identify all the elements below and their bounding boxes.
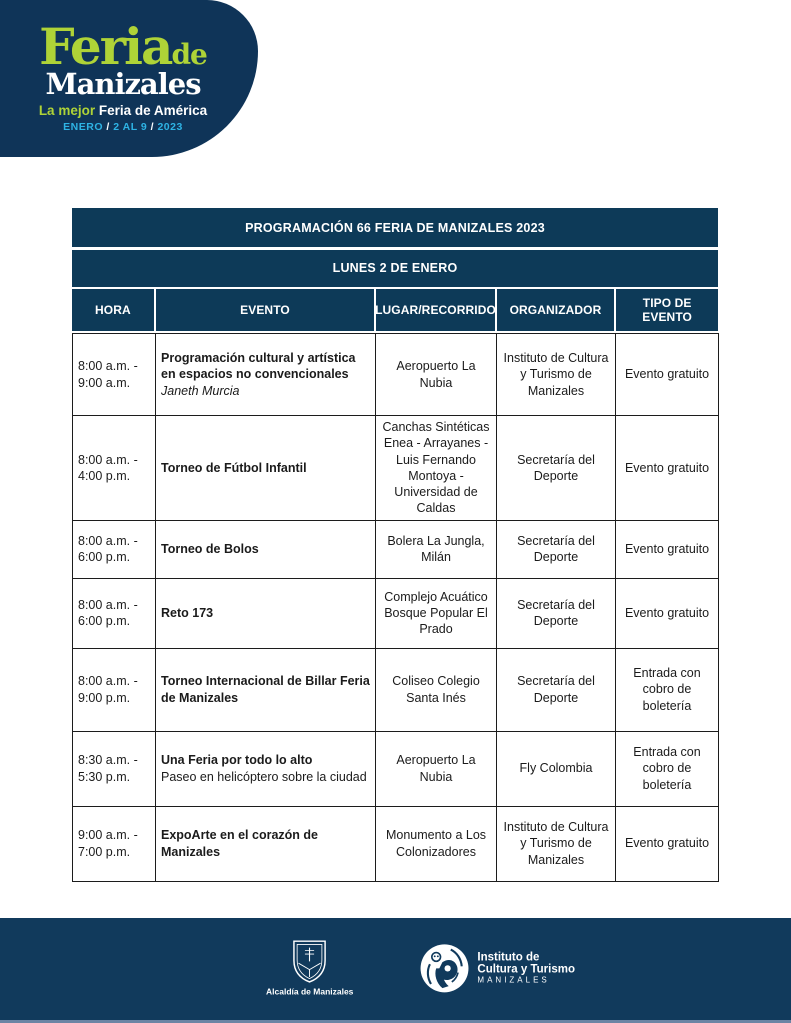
evento-cell (156, 520, 376, 578)
table-row (73, 416, 719, 521)
evento-cell (156, 648, 376, 731)
evento-title: Torneo de Bolos (161, 541, 259, 556)
column-header-tipo-de-evento: TIPO DE EVENTO (616, 289, 718, 331)
tipo-cell: Evento gratuito (616, 416, 719, 521)
footer-bar (0, 918, 791, 1023)
column-header-lugar-recorrido: LUGAR/RECORRIDO (376, 289, 495, 331)
hora-cell: 8:00 a.m. - 4:00 p.m. (73, 416, 156, 521)
evento-cell (156, 334, 376, 416)
lugar-cell: Monumento a Los Colonizadores (376, 806, 497, 881)
lugar-cell: Coliseo Colegio Santa Inés (376, 648, 497, 731)
footer-logos (266, 939, 575, 996)
evento-cell (156, 731, 376, 806)
organizador-cell: Secretaría del Deporte (497, 416, 616, 521)
hora-cell: 8:00 a.m. - 9:00 p.m. (73, 648, 156, 731)
logo-feria-text: Feria (39, 17, 172, 76)
alcaldia-shield-icon (291, 939, 329, 983)
lugar-cell: Aeropuerto La Nubia (376, 334, 497, 416)
organizador-cell: Instituto de Cultura y Turismo de Manizales (497, 806, 616, 881)
table-row (73, 806, 719, 881)
table-row (73, 731, 719, 806)
organizador-cell: Secretaría del Deporte (497, 648, 616, 731)
logo-manizales-text: Manizales (45, 67, 201, 101)
column-header-hora: HORA (72, 289, 154, 331)
evento-title: Reto 173 (161, 605, 214, 620)
instituto-line1: Instituto de (477, 951, 540, 964)
hora-cell: 8:00 a.m. - 6:00 p.m. (73, 520, 156, 578)
evento-subtitle: Paseo en helicóptero sobre la ciudad (161, 769, 367, 784)
logo-date-segment: 2 AL 9 (113, 121, 148, 133)
evento-title: Una Feria por todo lo alto (161, 753, 313, 768)
logo-date-segment: / (103, 121, 114, 133)
hora-cell: 8:00 a.m. - 6:00 p.m. (73, 578, 156, 648)
hora-cell: 9:00 a.m. - 7:00 p.m. (73, 806, 156, 881)
logo-tagline-green: La mejor (38, 103, 96, 118)
evento-cell (156, 578, 376, 648)
logo-de-text: de (171, 38, 207, 71)
lugar-cell: Canchas Sintéticas Enea - Arrayanes - Luis Fernando Montoya - Universidad de Caldas (376, 416, 497, 521)
instituto-line3: MANIZALES (477, 975, 550, 985)
tipo-cell: Evento gratuito (616, 520, 719, 578)
lugar-cell: Aeropuerto La Nubia (376, 731, 497, 806)
organizador-cell: Fly Colombia (497, 731, 616, 806)
tipo-cell: Evento gratuito (616, 334, 719, 416)
alcaldia-logo (266, 939, 353, 996)
organizador-cell: Instituto de Cultura y Turismo de Manizales (497, 334, 616, 416)
instituto-logo (419, 943, 575, 993)
logo-line-feria-de (14, 17, 232, 76)
table-row (73, 578, 719, 648)
schedule-table (72, 333, 719, 882)
logo-date (14, 121, 232, 133)
evento-title: ExpoArte en el corazón de Manizales (161, 828, 318, 859)
column-header-organizador: ORGANIZADOR (497, 289, 614, 331)
lugar-cell: Bolera La Jungla, Milán (376, 520, 497, 578)
logo-tagline (14, 103, 232, 118)
table-row (73, 648, 719, 731)
evento-subtitle: Janeth Murcia (161, 383, 240, 398)
evento-cell (156, 416, 376, 521)
instituto-text (477, 951, 575, 985)
column-headers (72, 289, 718, 331)
tipo-cell: Entrada con cobro de boletería (616, 731, 719, 806)
organizador-cell: Secretaría del Deporte (497, 520, 616, 578)
evento-cell (156, 806, 376, 881)
tipo-cell: Evento gratuito (616, 806, 719, 881)
alcaldia-label: Alcaldía de Manizales (266, 986, 354, 997)
evento-title: Torneo Internacional de Billar Feria de Manizales (161, 674, 370, 705)
evento-title: Programación cultural y artística en espacios no convencionales (161, 351, 356, 382)
logo-tagline-white: Feria de América (98, 103, 208, 118)
instituto-line2: Cultura y Turismo (477, 963, 575, 976)
evento-title: Torneo de Fútbol Infantil (161, 460, 307, 475)
table-row (73, 334, 719, 416)
lugar-cell: Complejo Acuático Bosque Popular El Prado (376, 578, 497, 648)
tipo-cell: Entrada con cobro de boletería (616, 648, 719, 731)
table-title: PROGRAMACIÓN 66 FERIA DE MANIZALES 2023 (72, 208, 718, 247)
table-row (73, 520, 719, 578)
logo-date-segment: / (147, 121, 158, 133)
schedule (72, 208, 718, 882)
logo-date-segment: 2023 (157, 121, 183, 133)
feria-manizales-logo (0, 0, 258, 157)
logo-date-segment: ENERO (63, 121, 103, 133)
instituto-circle-icon (419, 943, 469, 993)
hora-cell: 8:00 a.m. - 9:00 a.m. (73, 334, 156, 416)
table-subtitle: LUNES 2 DE ENERO (72, 250, 718, 287)
column-header-evento: EVENTO (156, 289, 374, 331)
hora-cell: 8:30 a.m. - 5:30 p.m. (73, 731, 156, 806)
tipo-cell: Evento gratuito (616, 578, 719, 648)
organizador-cell: Secretaría del Deporte (497, 578, 616, 648)
